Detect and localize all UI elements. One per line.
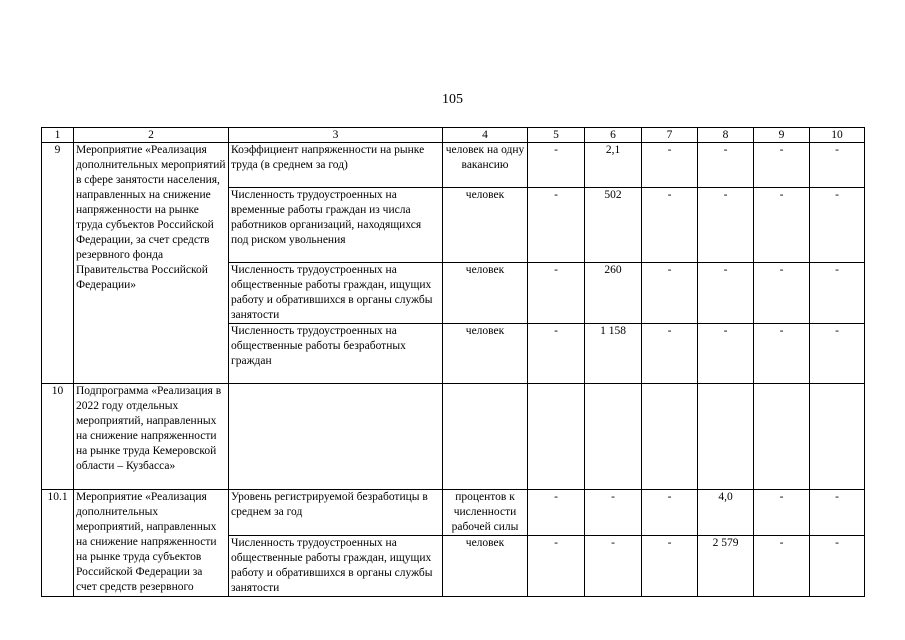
value-cell: - <box>754 143 810 188</box>
value-cell: - <box>754 536 810 597</box>
table-row <box>42 490 865 536</box>
value-cell: 2,1 <box>585 143 642 188</box>
value-cell <box>528 384 585 490</box>
indicator-cell: Коэффициент напряженности на рынке труда (в среднем за год) <box>229 143 443 188</box>
value-cell: - <box>528 188 585 263</box>
unit-cell: человек <box>443 536 528 597</box>
value-cell: - <box>642 263 698 324</box>
value-cell: - <box>698 263 754 324</box>
value-cell <box>642 384 698 490</box>
header-col-1: 1 <box>42 128 74 143</box>
value-cell: - <box>810 324 865 384</box>
value-cell: - <box>528 143 585 188</box>
value-cell: - <box>528 490 585 536</box>
header-col-9: 9 <box>754 128 810 143</box>
activity-cell: Мероприятие «Реализация дополнительных мероприятий, направленных на снижение напряженности на рынке труда субъектов Российской Федерации за счет средств резервного <box>74 490 229 597</box>
indicator-cell: Численность трудоустроенных на временные работы граждан из числа работников организаций, находящихся под риском увольнения <box>229 188 443 263</box>
value-cell: - <box>754 490 810 536</box>
value-cell: - <box>642 324 698 384</box>
value-cell: - <box>754 188 810 263</box>
unit-cell: человек на одну вакансию <box>443 143 528 188</box>
value-cell <box>810 384 865 490</box>
value-cell: - <box>698 324 754 384</box>
row-number: 10 <box>42 384 74 490</box>
table-row <box>42 384 865 490</box>
header-col-2: 2 <box>74 128 229 143</box>
indicator-cell: Уровень регистрируемой безработицы в среднем за год <box>229 490 443 536</box>
value-cell: - <box>642 143 698 188</box>
unit-cell: человек <box>443 324 528 384</box>
unit-cell: человек <box>443 263 528 324</box>
unit-cell: процентов к численности рабочей силы <box>443 490 528 536</box>
header-col-3: 3 <box>229 128 443 143</box>
value-cell: - <box>754 263 810 324</box>
indicator-cell: Численность трудоустроенных на общественные работы граждан, ищущих работу и обратившихся в органы службы занятости <box>229 536 443 597</box>
value-cell: 2 579 <box>698 536 754 597</box>
value-cell: - <box>528 536 585 597</box>
value-cell: - <box>810 263 865 324</box>
header-col-8: 8 <box>698 128 754 143</box>
value-cell: - <box>698 188 754 263</box>
indicator-cell <box>229 384 443 490</box>
indicator-cell: Численность трудоустроенных на общественные работы граждан, ищущих работу и обратившихся в органы службы занятости <box>229 263 443 324</box>
activity-cell: Подпрограмма «Реализация в 2022 году отдельных мероприятий, направленных на снижение напряженности на рынке труда Кемеровской области – Кузбасса» <box>74 384 229 490</box>
header-col-6: 6 <box>585 128 642 143</box>
row-number: 9 <box>42 143 74 384</box>
table-header-row <box>42 128 865 143</box>
value-cell: 1 158 <box>585 324 642 384</box>
value-cell: - <box>642 490 698 536</box>
value-cell: - <box>810 490 865 536</box>
value-cell: - <box>810 188 865 263</box>
value-cell: - <box>698 143 754 188</box>
row-number: 10.1 <box>42 490 74 597</box>
value-cell: - <box>585 536 642 597</box>
value-cell <box>754 384 810 490</box>
value-cell: 4,0 <box>698 490 754 536</box>
value-cell: 502 <box>585 188 642 263</box>
header-col-5: 5 <box>528 128 585 143</box>
value-cell: - <box>642 188 698 263</box>
unit-cell <box>443 384 528 490</box>
header-col-7: 7 <box>642 128 698 143</box>
table-row <box>42 143 865 188</box>
indicator-cell: Численность трудоустроенных на общественные работы безработных граждан <box>229 324 443 384</box>
unit-cell: человек <box>443 188 528 263</box>
value-cell: - <box>642 536 698 597</box>
value-cell: - <box>528 263 585 324</box>
header-col-4: 4 <box>443 128 528 143</box>
value-cell: - <box>810 143 865 188</box>
activity-cell: Мероприятие «Реализация дополнительных мероприятий в сфере занятости населения, направленных на снижение напряженности на рынке труда субъектов Российской Федерации, за счет средств резервного фонда Правительства Российской Федерации» <box>74 143 229 384</box>
page-number: 105 <box>442 92 463 107</box>
indicators-table <box>41 127 865 597</box>
value-cell: - <box>585 490 642 536</box>
header-col-10: 10 <box>810 128 865 143</box>
value-cell <box>698 384 754 490</box>
value-cell: 260 <box>585 263 642 324</box>
value-cell <box>585 384 642 490</box>
value-cell: - <box>810 536 865 597</box>
value-cell: - <box>528 324 585 384</box>
value-cell: - <box>754 324 810 384</box>
